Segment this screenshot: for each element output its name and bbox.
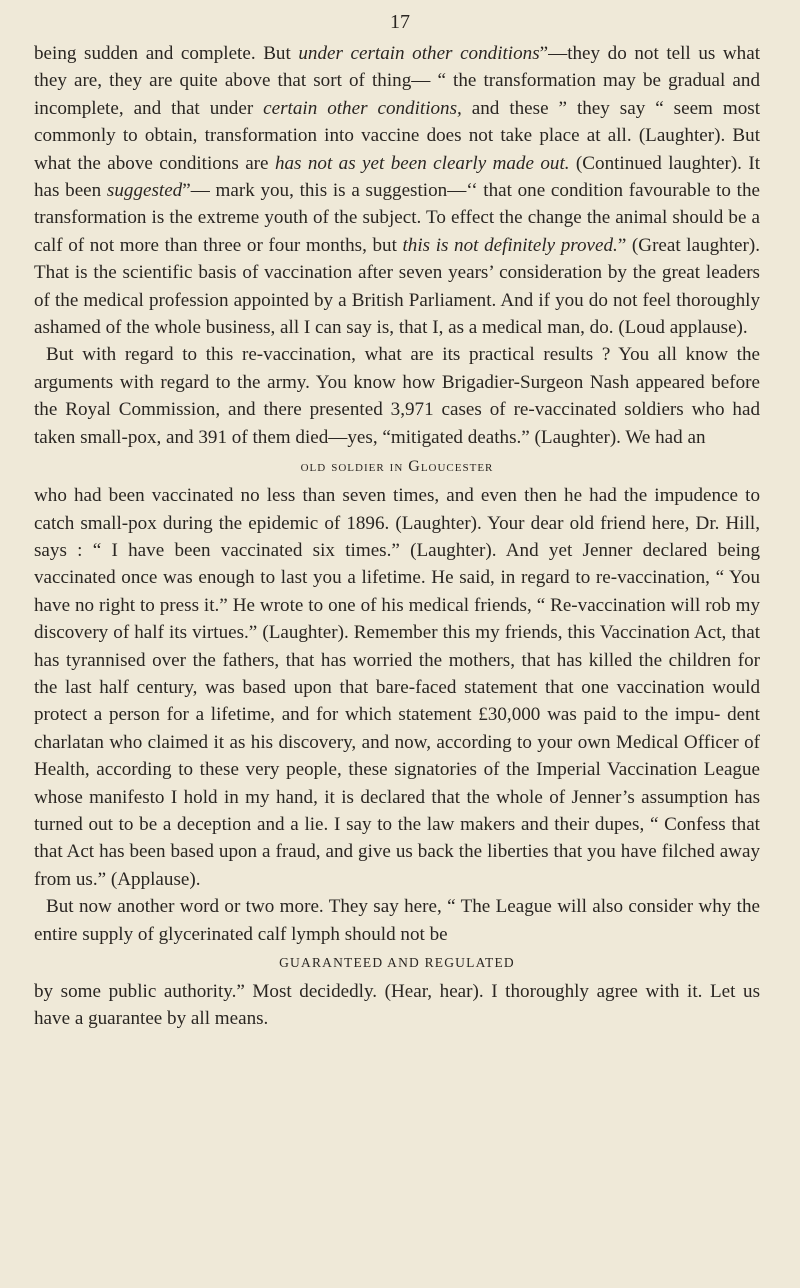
- paragraph-5: [34, 978, 760, 1033]
- section-heading-guaranteed: GUARANTEED AND REGULATED: [279, 955, 515, 970]
- paragraph-2: [34, 341, 760, 451]
- paragraph-4: [34, 893, 760, 948]
- italic-text: certain other conditions,: [263, 97, 462, 119]
- paragraph-1: [34, 40, 760, 341]
- italic-text: suggested: [106, 180, 183, 202]
- text-run: But now another word or two more. They say here, “ The League will also consider why the entire supply of glycerinated calf lymph should not be: [34, 896, 760, 945]
- text-run: by some public authority.” Most decidedly. (Hear, hear). I thoroughly agree with it. Let us have a guarantee by all means.: [34, 981, 760, 1030]
- page-number: 17: [390, 11, 410, 33]
- text-run: But with regard to this re-vaccination, what are its practical results ? You all know the arguments with regard to the army. You know how Brigadier-Surgeon Nash appeared before the Royal Commission, and there presented 3,971 cases of re-vaccinated soldiers who had taken small-pox, and 391 of them died—yes, “mitigated deaths.” (Laughter). We had an: [34, 344, 760, 448]
- paragraph-3: [34, 482, 760, 893]
- text-run: who had been vaccinated no less than seven times, and even then he had the impudence to catch small-pox during the epidemic of 1896. (Laughter). Your dear old friend here, Dr. Hill, says : “ I have been vaccinated six times.” (Laughter). And yet Jenner declared being vaccinated once was enough to last you a lifetime. He said, in regard to re-vaccination, “ You have no right to press it.” He wrote to one of his medical friends, “ Re-vaccination will rob my discovery of half its virtues.” (Laughter). Remember this my friends, this Vaccination Act, that has tyrannised over the fathers, that has worried the mothers, that has killed the children for the last half century, was based upon that bare-faced statement that one vaccination would protect a person for a lifetime, and for which statement £30,000 was paid to the impu- dent charlatan who claimed it as his discovery, and now, according to your own Medical Officer of Health, according to these very people, these signatories of the Imperial Vaccination League whose manifesto I hold in my hand, it is declared that the whole of Jenner’s assumption has turned out to be a deception and a lie. I say to the law makers and their dupes, “ Confess that that Act has been based upon a fraud, and give us back the liberties that you have filched away from us.” (Applause).: [34, 485, 760, 890]
- text-run: (Continued laughter). It has been: [34, 152, 761, 202]
- text-run: being sudden and complete. But: [34, 43, 299, 64]
- italic-text: has not as yet been clearly made out.: [274, 152, 570, 174]
- section-heading-old-soldier: old soldier in Gloucester: [300, 458, 494, 476]
- text-run: ”— mark you, this is a suggestion—‘‘ that one condition favourable to the transformation is the extreme youth of the subject. To effect the change the animal should be a calf of not more than three or four months, but: [34, 180, 760, 256]
- text-run: ” (Great laughter). That is the scientific basis of vaccination after seven years’ consideration by the great leaders of the medical profession appointed by a British Parliament. And if you do not feel thoroughly ashamed of the whole business, all I can say is, that I, as a medical man, do. (Loud applause).: [34, 234, 760, 339]
- italic-text: under certain other conditions: [298, 43, 540, 64]
- text-run: and these ” they say “ seem most commonly to obtain, transformation into vaccine does not take place at all. (Laughter). But what the above conditions are: [34, 97, 760, 174]
- text-run: ”—they do not tell us what they are, they are quite above that sort of thing— “ the transformation may be gradual and incomplete, and that under: [34, 43, 760, 119]
- italic-text: this is not definitely proved.: [402, 234, 618, 256]
